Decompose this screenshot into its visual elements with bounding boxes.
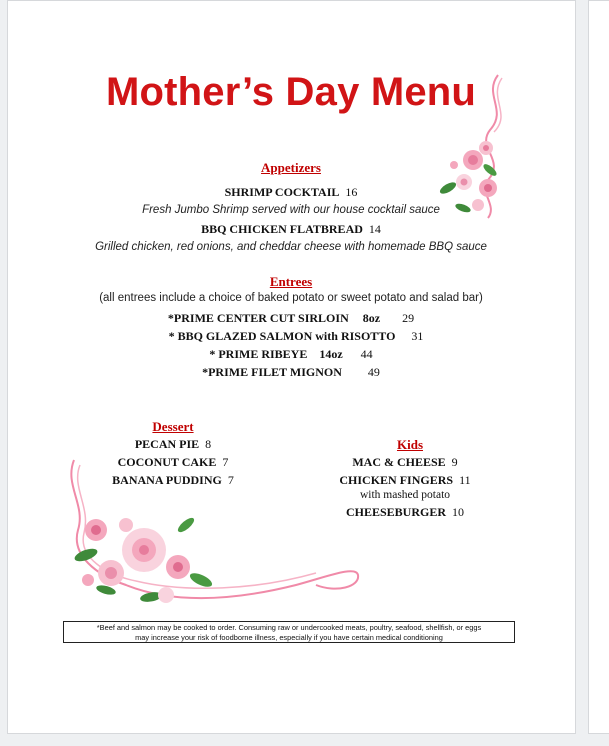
next-page-edge <box>588 0 609 734</box>
menu-item-filet-mignon <box>0 365 582 380</box>
item-price: 49 <box>367 365 380 379</box>
item-name: CHEESEBURGER <box>345 505 447 519</box>
item-size: 8oz <box>362 311 381 325</box>
item-price: 7 <box>227 473 234 487</box>
item-price: 9 <box>451 455 458 469</box>
item-name: MAC & CHEESE <box>352 455 446 469</box>
item-price: 29 <box>402 311 415 325</box>
item-name: *PRIME FILET MIGNON <box>202 365 342 379</box>
item-name: * BBQ GLAZED SALMON with RISOTTO <box>168 329 396 343</box>
item-price: 44 <box>360 347 373 361</box>
item-name: CHICKEN FINGERS <box>339 473 454 487</box>
menu-title: Mother’s Day Menu <box>105 70 477 114</box>
item-name: PECAN PIE <box>134 437 200 451</box>
menu-item-bbq-chicken-flatbread <box>0 222 582 237</box>
item-price: 10 <box>452 505 465 519</box>
item-name: BBQ CHICKEN FLATBREAD <box>201 222 363 236</box>
item-price: 7 <box>222 455 229 469</box>
item-name: * PRIME RIBEYE <box>209 347 308 361</box>
item-description: Fresh Jumbo Shrimp served with our house cocktail sauce <box>142 204 440 216</box>
menu-item-salmon <box>0 329 592 344</box>
menu-item-shrimp-cocktail <box>0 185 582 200</box>
appetizers-heading: Appetizers <box>261 160 321 175</box>
item-name: SHRIMP COCKTAIL <box>224 185 340 199</box>
item-price: 11 <box>459 473 471 487</box>
item-name: COCONUT CAKE <box>117 455 217 469</box>
item-price: 31 <box>411 329 424 343</box>
item-price: 8 <box>205 437 212 451</box>
entrees-note: (all entrees include a choice of baked potato or sweet potato and salad bar) <box>99 292 483 304</box>
item-description: Grilled chicken, red onions, and cheddar cheese with homemade BBQ sauce <box>95 241 487 253</box>
menu-item-sirloin <box>0 311 582 326</box>
disclaimer-line: may increase your risk of foodborne illness, especially if you have certain medical conditioning <box>135 633 443 642</box>
item-name: *PRIME CENTER CUT SIRLOIN <box>167 311 349 325</box>
rose-corner-decoration-bottom <box>66 455 366 615</box>
item-price: 14 <box>368 222 381 236</box>
item-price: 16 <box>345 185 358 199</box>
food-safety-disclaimer <box>63 621 515 643</box>
item-subtext: with mashed potato <box>359 489 451 501</box>
dessert-heading: Dessert <box>152 419 194 434</box>
disclaimer-line: *Beef and salmon may be cooked to order. Consuming raw or undercooked meats, poultry, seafood, shellfish, or eggs <box>96 623 482 632</box>
kids-heading: Kids <box>396 437 423 452</box>
menu-item-ribeye <box>0 347 582 362</box>
menu-item-pecan-pie <box>100 437 246 452</box>
entrees-heading: Entrees <box>269 274 313 289</box>
item-size: 14oz <box>319 347 343 361</box>
item-name: BANANA PUDDING <box>112 473 222 487</box>
